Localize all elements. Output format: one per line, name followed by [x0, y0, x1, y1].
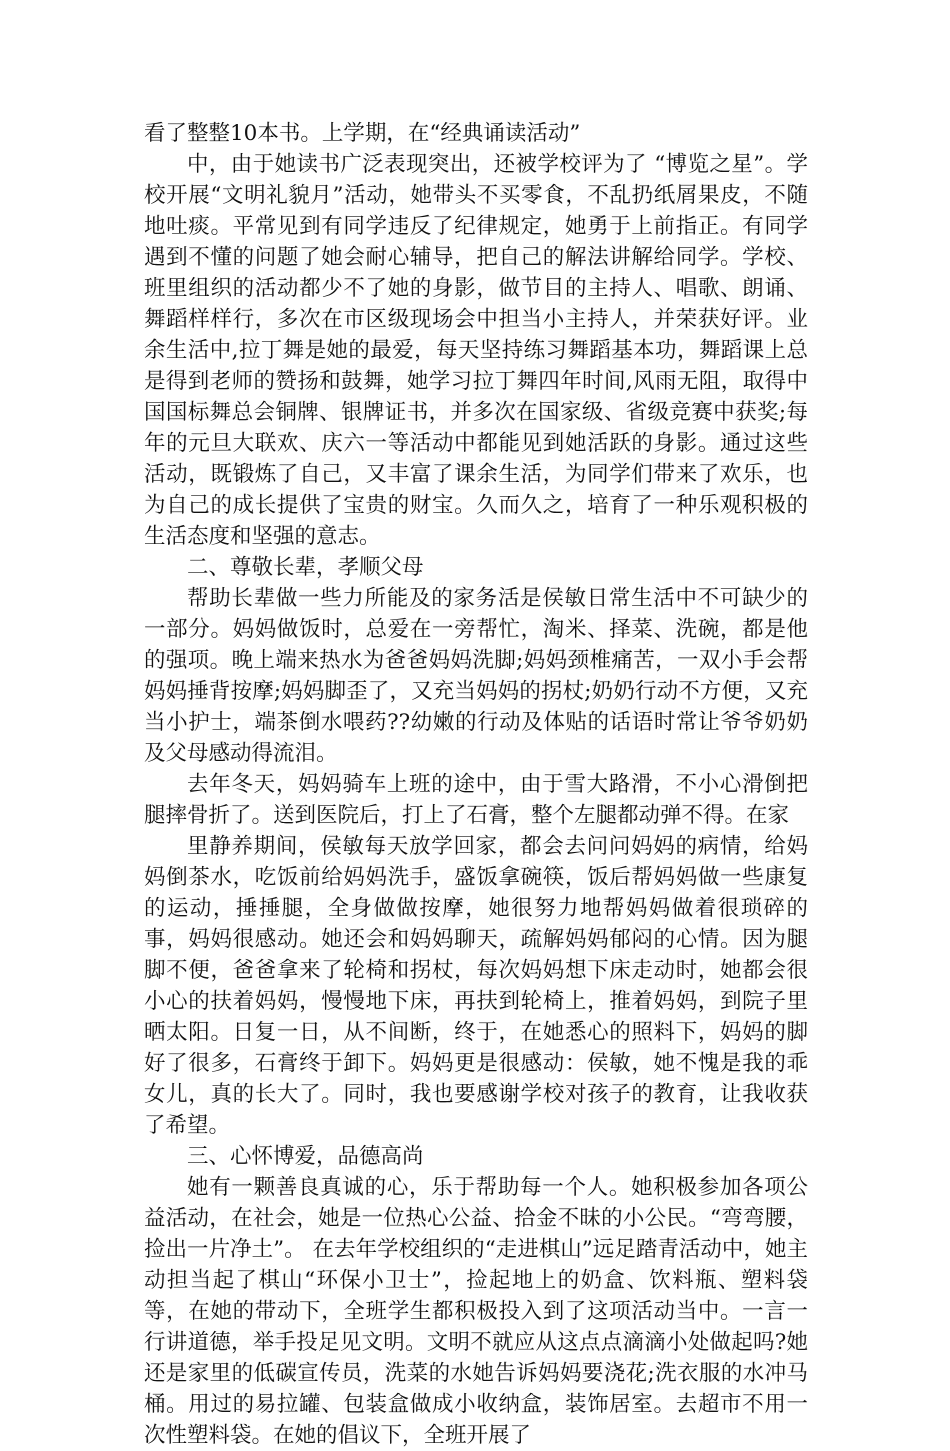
document-page [144, 118, 808, 1451]
section-heading-2: 二、尊敬长辈，孝顺父母 [187, 555, 424, 580]
paragraph-3: 帮助长辈做一些力所能及的家务活是侯敏日常生活中不可缺少的一部分。妈妈做饭时，总爱在一旁帮忙，淘米、择菜、洗碗，都是他的强项。晚上端来热水为爸爸妈妈洗脚;妈妈颈椎痛苦，一双小手会帮妈妈捶背按摩;妈妈脚歪了，又充当妈妈的拐杖;奶奶行动不方便，又充当小护士，端茶倒水喂药??幼嫩的行动及体贴的话语时常让爷爷奶奶及父母感动得流泪。 [144, 586, 808, 766]
paragraph-5: 里静养期间，侯敏每天放学回家，都会去问问妈妈的病情，给妈妈倒茶水，吃饭前给妈妈洗手，盛饭拿碗筷，饭后帮妈妈做一些康复的运动，捶捶腿，全身做做按摩，她很努力地帮妈妈做着很琐碎的事，妈妈很感动。她还会和妈妈聊天，疏解妈妈郁闷的心情。因为腿脚不便，爸爸拿来了轮椅和拐杖，每次妈妈想下床走动时，她都会很小心的扶着妈妈，慢慢地下床，再扶到轮椅上，推着妈妈，到院子里晒太阳。日复一日，从不间断，终于，在她悉心的照料下，妈妈的脚好了很多，石膏终于卸下。妈妈更是很感动：侯敏，她不愧是我的乖女儿，真的长大了。同时，我也要感谢学校对孩子的教育，让我收获了希望。 [144, 834, 808, 1138]
section-heading-3: 三、心怀博爱，品德高尚 [187, 1144, 424, 1169]
paragraph-6: 她有一颗善良真诚的心，乐于帮助每一个人。她积极参加各项公益活动，在社会，她是一位热心公益、拾金不昧的小公民。“弯弯腰，捡出一片净土”。 在去年学校组织的“走进棋山”远足踏青活动中，她主动担当起了棋山“环保小卫士”，捡起地上的奶盒、饮料瓶、塑料袋等，在她的带动下，全班学生都积极投入到了这项活动当中。一言一行讲道德，举手投足见文明。文明不就应从这点点滴滴小处做起吗?她还是家里的低碳宣传员，洗菜的水她告诉妈妈要浇花;洗衣服的水冲马桶。用过的易拉罐、包装盒做成小收纳盒，装饰居室。去超市不用一次性塑料袋。在她的倡议下，全班开展了 [144, 1175, 808, 1448]
paragraph-4: 去年冬天，妈妈骑车上班的途中，由于雪大路滑，不小心滑倒把腿摔骨折了。送到医院后，打上了石膏，整个左腿都动弹不得。在家 [144, 772, 808, 828]
paragraph-1: 看了整整10本书。上学期，在“经典诵读活动” [144, 121, 581, 146]
paragraph-2: 中，由于她读书广泛表现突出，还被学校评为了 “博览之星”。学校开展“文明礼貌月”活动，她带头不买零食，不乱扔纸屑果皮，不随地吐痰。平常见到有同学违反了纪律规定，她勇于上前指正。有同学遇到不懂的问题了她会耐心辅导，把自己的解法讲解给同学。学校、班里组织的活动都少不了她的身影，做节目的主持人、唱歌、朗诵、舞蹈样样行，多次在市区级现场会中担当小主持人，并荣获好评。业余生活中,拉丁舞是她的最爱，每天坚持练习舞蹈基本功，舞蹈课上总是得到老师的赞扬和鼓舞，她学习拉丁舞四年时间,风雨无阻，取得中国国标舞总会铜牌、银牌证书，并多次在国家级、省级竞赛中获奖;每年的元旦大联欢、庆六一等活动中都能见到她活跃的身影。通过这些活动，既锻炼了自己，又丰富了课余生活，为同学们带来了欢乐，也为自己的成长提供了宝贵的财宝。久而久之，培育了一种乐观积极的生活态度和坚强的意志。 [144, 152, 808, 549]
